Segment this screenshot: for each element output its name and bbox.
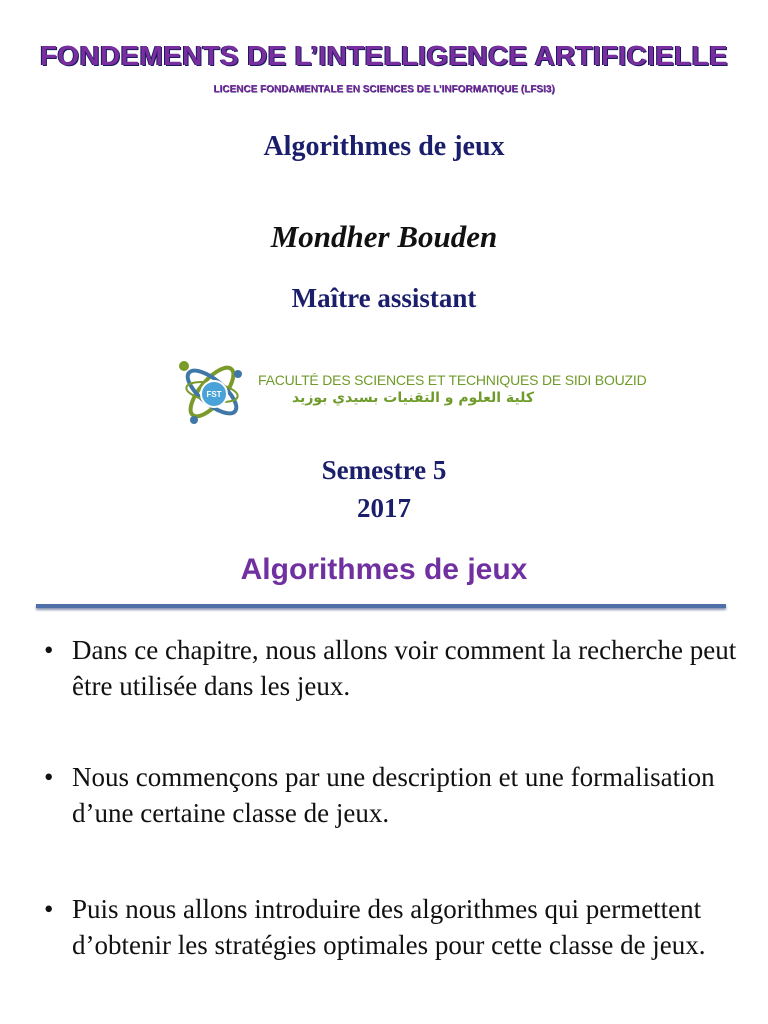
year-label: 2017 bbox=[357, 493, 411, 523]
semester-label: Semestre 5 bbox=[321, 455, 447, 485]
chapter-title: Algorithmes de jeux bbox=[263, 131, 505, 162]
course-subtitle: LICENCE FONDAMENTALE EN SCIENCES DE L’INFORMATIQUE (LFSI3) bbox=[213, 84, 555, 95]
course-title: FONDEMENTS DE L’INTELLIGENCE ARTIFICIELLE bbox=[40, 40, 728, 71]
faculty-name-ar: كلية العلوم و التقنيات بسيدي بوزيد bbox=[291, 390, 534, 406]
author-name: Mondher Bouden bbox=[270, 219, 498, 254]
slide-title: Algorithmes de jeux bbox=[240, 553, 528, 586]
bullet-text: Dans ce chapitre, nous allons voir comment la recherche peut être utilisée dans les jeux. bbox=[72, 635, 737, 701]
faculty-name-fr: FACULTÉ DES SCIENCES ET TECHNIQUES DE SIDI BOUZID bbox=[258, 372, 647, 388]
atom-logo-icon bbox=[176, 352, 256, 430]
author-role: Maître assistant bbox=[291, 283, 477, 313]
bullet-text: Nous commençons par une description et une formalisation d’une certaine classe de jeux. bbox=[72, 762, 715, 828]
bullet-text: Puis nous allons introduire des algorithmes qui permettent d’obtenir les stratégies optimales pour cette classe de jeux. bbox=[72, 894, 706, 960]
title-divider bbox=[36, 604, 726, 608]
bullet-marker: • bbox=[44, 635, 54, 665]
bullet-item bbox=[40, 632, 740, 704]
logo-badge: FST bbox=[206, 390, 222, 399]
bullet-item bbox=[40, 891, 740, 963]
bullet-marker: • bbox=[44, 762, 54, 792]
faculty-logo bbox=[176, 352, 647, 430]
bullet-marker: • bbox=[44, 894, 54, 924]
bullet-item bbox=[40, 759, 740, 831]
